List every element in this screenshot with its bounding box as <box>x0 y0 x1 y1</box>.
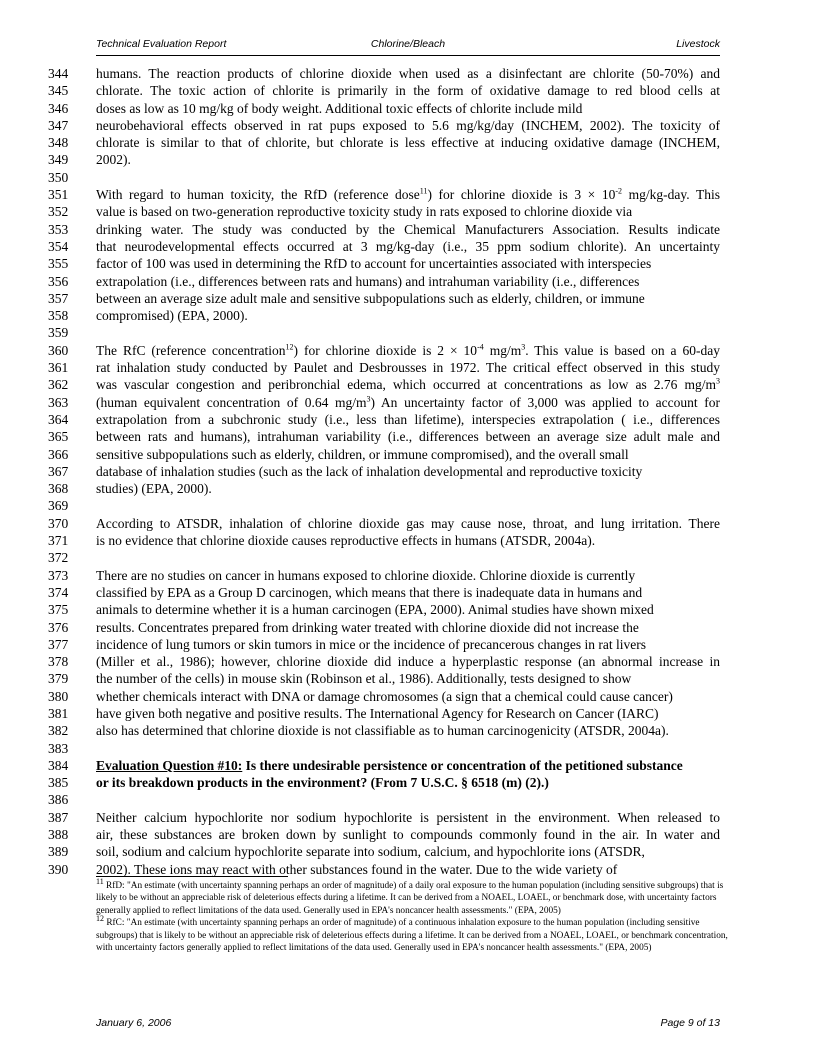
line-number: 367 <box>48 463 69 479</box>
line-text <box>96 65 720 82</box>
page-footer <box>96 1017 720 1033</box>
line-number: 377 <box>48 636 69 652</box>
line-text <box>96 186 720 203</box>
text-run: 2002). These ions may react with other substances found in the water. Due to the wide variety of <box>96 861 618 877</box>
text-line <box>0 826 816 843</box>
line-number: 349 <box>48 152 69 168</box>
text-line <box>0 740 816 757</box>
text-run: whether chemicals interact with DNA or damage chromosomes (a sign that a chemical could cause cancer) <box>96 688 673 704</box>
text-line <box>0 497 816 514</box>
text-run: studies) (EPA, 2000). <box>96 481 212 497</box>
text-line <box>0 65 816 82</box>
text-run: have given both negative and positive results. The International Agency for Research on Cancer (IARC) <box>96 705 659 721</box>
text-run: value is based on two-generation reproductive toxicity study in rats exposed to chlorine dioxide via <box>96 204 633 220</box>
line-text <box>96 428 720 445</box>
line-text <box>96 359 720 376</box>
line-number: 389 <box>48 844 69 860</box>
line-text <box>96 151 720 168</box>
text-run: There are no studies on cancer in humans exposed to chlorine dioxide. Chlorine dioxide is currently <box>96 567 636 583</box>
line-number: 346 <box>48 100 69 116</box>
text-run: between rats and humans), intrahuman variability (i.e., differences between an average size adult male and <box>96 429 720 445</box>
text-run: drinking water. The study was conducted by the Chemical Manufacturers Association. Results indicate <box>96 221 720 237</box>
line-text <box>96 82 720 99</box>
text-run: ) for chlorine dioxide is 2 × 10 <box>293 342 478 358</box>
line-number: 366 <box>48 446 69 462</box>
line-number: 361 <box>48 360 69 376</box>
text-run: Is there undesirable persistence or concentration of the petitioned substance <box>242 757 683 773</box>
footnote-marker: 12 <box>96 914 104 924</box>
text-line <box>0 117 816 134</box>
footer-date: January 6, 2006 <box>96 1017 172 1029</box>
text-line <box>0 446 816 463</box>
text-line <box>0 601 816 618</box>
line-number: 384 <box>48 757 69 773</box>
text-line <box>0 376 816 393</box>
text-line <box>0 428 816 445</box>
footer-page-number: Page 9 of 13 <box>660 1017 720 1029</box>
line-number: 386 <box>48 792 69 808</box>
line-number: 387 <box>48 809 69 825</box>
text-line <box>0 584 816 601</box>
line-text <box>96 809 720 826</box>
line-text <box>96 273 720 290</box>
text-line <box>0 791 816 808</box>
line-number: 362 <box>48 377 69 393</box>
header-report-title: Technical Evaluation Report <box>96 38 227 50</box>
text-line <box>0 134 816 151</box>
text-line <box>0 636 816 653</box>
superscript: -2 <box>615 186 623 196</box>
line-number: 364 <box>48 411 69 427</box>
line-text <box>96 480 720 497</box>
line-number: 382 <box>48 723 69 739</box>
superscript: 12 <box>285 342 294 352</box>
line-text <box>96 411 720 428</box>
text-run: animals to determine whether it is a human carcinogen (EPA, 2000). Animal studies have shown mixed <box>96 602 654 618</box>
page-header <box>96 38 720 56</box>
line-text <box>96 515 720 532</box>
line-number: 360 <box>48 342 69 358</box>
line-text <box>96 290 720 307</box>
line-text <box>96 532 720 549</box>
text-run: The RfC (reference concentration <box>96 342 286 358</box>
line-text <box>96 653 720 670</box>
text-run: rat inhalation study conducted by Paulet and Desbrousses in 1972. The critical effect observed in this study <box>96 360 720 376</box>
text-line <box>0 532 816 549</box>
text-line <box>0 238 816 255</box>
line-text <box>96 446 720 463</box>
line-text <box>96 307 720 324</box>
line-text <box>96 636 720 653</box>
text-line <box>0 394 816 411</box>
line-text <box>96 376 720 393</box>
text-run: 2002). <box>96 152 131 168</box>
line-text <box>96 826 720 843</box>
line-text <box>96 774 720 791</box>
line-number: 357 <box>48 290 69 306</box>
line-number: 376 <box>48 619 69 635</box>
line-number: 358 <box>48 308 69 324</box>
header-rule <box>96 55 720 56</box>
line-number: 373 <box>48 567 69 583</box>
line-number: 374 <box>48 584 69 600</box>
line-text <box>96 688 720 705</box>
text-line <box>0 619 816 636</box>
footnote-separator <box>96 876 288 877</box>
line-number: 370 <box>48 515 69 531</box>
line-text <box>96 255 720 272</box>
text-run: extrapolation from a subchronic study (i.e., less than lifetime), interspecies extrapolation ( i.e., differences <box>96 411 720 427</box>
line-text <box>96 757 720 774</box>
text-run: (human equivalent concentration of 0.64 mg/m <box>96 394 367 410</box>
header-topic: Chlorine/Bleach <box>370 38 446 50</box>
text-line <box>0 567 816 584</box>
text-run: doses as low as 10 mg/kg of body weight. Additional toxic effects of chlorite include mild <box>96 100 583 116</box>
line-number: 381 <box>48 705 69 721</box>
text-run: According to ATSDR, inhalation of chlorine dioxide gas may cause nose, throat, and lung irritation. There <box>96 515 720 531</box>
text-run: compromised) (EPA, 2000). <box>96 308 248 324</box>
text-run: incidence of lung tumors or skin tumors in mice or the incidence of precancerous changes in rat livers <box>96 636 646 652</box>
text-run: results. Concentrates prepared from drinking water treated with chlorine dioxide did not increase the <box>96 619 639 635</box>
footnotes <box>96 876 728 954</box>
text-line <box>0 324 816 341</box>
line-number: 371 <box>48 533 69 549</box>
header-category: Livestock <box>676 38 720 50</box>
text-line <box>0 549 816 566</box>
line-text <box>96 203 720 220</box>
text-run: Neither calcium hypochlorite nor sodium hypochlorite is persistent in the environment. When released to <box>96 809 720 825</box>
line-text <box>96 843 720 860</box>
superscript: 11 <box>419 186 428 196</box>
text-line <box>0 653 816 670</box>
text-run: is no evidence that chlorine dioxide causes reproductive effects in humans (ATSDR, 2004a). <box>96 533 596 549</box>
text-line <box>0 203 816 220</box>
line-text <box>96 670 720 687</box>
line-text <box>96 722 720 739</box>
text-line <box>0 273 816 290</box>
text-line <box>0 515 816 532</box>
line-number: 348 <box>48 135 69 151</box>
question-label: Evaluation Question #10: <box>96 757 243 773</box>
line-text <box>96 584 720 601</box>
line-number: 365 <box>48 429 69 445</box>
text-run: factor of 100 was used in determining the RfD to account for uncertainties associated with interspecies <box>96 256 652 272</box>
line-number: 375 <box>48 602 69 618</box>
line-number: 355 <box>48 256 69 272</box>
text-run: . This value is based on a 60-day <box>525 342 720 358</box>
text-line <box>0 169 816 186</box>
text-line <box>0 411 816 428</box>
line-number: 388 <box>48 827 69 843</box>
text-run: the number of the cells) in mouse skin (Robinson et al., 1986). Additionally, tests designed to show <box>96 671 632 687</box>
line-text <box>96 567 720 584</box>
text-run: mg/m <box>483 342 522 358</box>
line-text <box>96 134 720 151</box>
line-number: 351 <box>48 187 69 203</box>
text-line <box>0 82 816 99</box>
line-text <box>96 238 720 255</box>
text-run: that neurodevelopmental effects occurred at 3 mg/kg-day (i.e., 35 ppm sodium chlorite). An uncertainty <box>96 238 720 254</box>
text-run: between an average size adult male and sensitive subpopulations such as elderly, children, or immune <box>96 290 645 306</box>
text-line <box>0 307 816 324</box>
text-line <box>0 342 816 359</box>
line-text <box>96 117 720 134</box>
line-text <box>96 100 720 117</box>
text-line <box>0 463 816 480</box>
text-line <box>0 186 816 203</box>
text-line <box>0 774 816 791</box>
line-text <box>96 221 720 238</box>
text-line <box>0 151 816 168</box>
text-line <box>0 670 816 687</box>
line-number: 372 <box>48 550 69 566</box>
text-line <box>0 722 816 739</box>
text-line <box>0 100 816 117</box>
line-text <box>96 342 720 359</box>
line-number: 352 <box>48 204 69 220</box>
text-run: was vascular congestion and peribronchial edema, which occurred at concentrations as low as 2.76 mg/m <box>96 377 716 393</box>
superscript: 3 <box>716 376 720 386</box>
text-run: classified by EPA as a Group D carcinogen, which means that there is inadequate data in humans and <box>96 584 643 600</box>
text-line <box>0 359 816 376</box>
line-number: 363 <box>48 394 69 410</box>
line-number: 356 <box>48 273 69 289</box>
text-run: air, these substances are broken down by sunlight to compounds commonly found in the air. In water and <box>96 827 720 843</box>
line-number: 369 <box>48 498 69 514</box>
line-text <box>96 463 720 480</box>
line-number: 380 <box>48 688 69 704</box>
footnote-12 <box>96 914 728 954</box>
footnote-text: RfC: "An estimate (with uncertainty spanning perhaps an order of magnitude) of a continuous inhalation exposure to the human population (including sensitive subgroups) that is likely to be without an appreciable risk of deleterious effects during a lifetime. It can be derived from a NOAEL, LOAEL, or benchmark concentration, with uncertainty factors generally applied to reflect limitations of the data used. Generally used in EPA's noncancer health assessments." (EPA, 2005) <box>96 918 728 954</box>
text-run: also has determined that chlorine dioxide is not classifiable as to human carcinogenicity (ATSDR, 2004a). <box>96 723 669 739</box>
text-run: extrapolation (i.e., differences between rats and humans) and intrahuman variability (i.e., differences <box>96 273 640 289</box>
text-run: database of inhalation studies (such as the lack of inhalation developmental and reproductive toxicity <box>96 463 643 479</box>
line-text <box>96 619 720 636</box>
line-number: 390 <box>48 861 69 877</box>
line-number: 354 <box>48 238 69 254</box>
text-run: ) for chlorine dioxide is 3 × 10 <box>427 187 616 203</box>
text-line <box>0 757 816 774</box>
line-number: 344 <box>48 66 69 81</box>
superscript: 3 <box>366 394 371 404</box>
text-line <box>0 290 816 307</box>
text-run: (Miller et al., 1986); however, chlorine dioxide did induce a hyperplastic response (an abnormal increase in <box>96 654 720 670</box>
text-run: neurobehavioral effects observed in rat pups exposed to 5.6 mg/kg/day (INCHEM, 2002). The toxicity of <box>96 117 720 133</box>
text-run: ) An uncertainty factor of 3,000 was applied to account for <box>370 394 720 410</box>
line-number: 379 <box>48 671 69 687</box>
text-run: chlorate. The toxic action of chlorite is primarily in the form of oxidative damage to red blood cells at <box>96 83 720 99</box>
text-run: humans. The reaction products of chlorine dioxide when used as a disinfectant are chlorite (50-70%) and <box>96 66 720 81</box>
text-run: sensitive subpopulations such as elderly, children, or immune compromised), and the overall small <box>96 446 629 462</box>
text-line <box>0 221 816 238</box>
footnote-11 <box>96 876 728 917</box>
line-number: 347 <box>48 117 69 133</box>
line-text <box>96 705 720 722</box>
line-text <box>96 394 720 411</box>
line-number: 353 <box>48 221 69 237</box>
text-line <box>0 809 816 826</box>
line-number: 345 <box>48 83 69 99</box>
line-number: 378 <box>48 654 69 670</box>
line-number: 350 <box>48 169 69 185</box>
text-run: soil, sodium and calcium hypochlorite separate into sodium, calcium, and hypochlorite ions (ATSDR, <box>96 844 645 860</box>
line-text <box>96 601 720 618</box>
line-number: 385 <box>48 775 69 791</box>
line-number: 368 <box>48 481 69 497</box>
text-line <box>0 255 816 272</box>
text-line <box>0 688 816 705</box>
body-text <box>0 65 816 878</box>
text-line <box>0 705 816 722</box>
text-run: chlorate is similar to that of chlorite, but chlorate is less effective at inducing oxidative damage (INCHEM, <box>96 135 720 151</box>
text-line <box>0 843 816 860</box>
text-run: With regard to human toxicity, the RfD (reference dose <box>96 187 420 203</box>
superscript: 3 <box>521 342 526 352</box>
footnote-marker: 11 <box>96 876 104 886</box>
text-run: mg/kg-day. This <box>622 187 720 203</box>
text-line <box>0 480 816 497</box>
footnote-text: RfD: "An estimate (with uncertainty spanning perhaps an order of magnitude) of a daily oral exposure to the human population (including sensitive subgroups) that is likely to be without an appreciable risk of deleterious effects during a lifetime. It can be derived from a NOAEL, LOAEL, or benchmark dose, with uncertainty factors generally applied to reflect limitations of the data used. Generally used in EPA's noncancer health assessments." (EPA, 2005) <box>96 881 724 916</box>
line-number: 383 <box>48 740 69 756</box>
line-number: 359 <box>48 325 69 341</box>
superscript: -4 <box>477 342 484 352</box>
text-run: or its breakdown products in the environment? (From 7 U.S.C. § 6518 (m) (2).) <box>96 775 549 791</box>
